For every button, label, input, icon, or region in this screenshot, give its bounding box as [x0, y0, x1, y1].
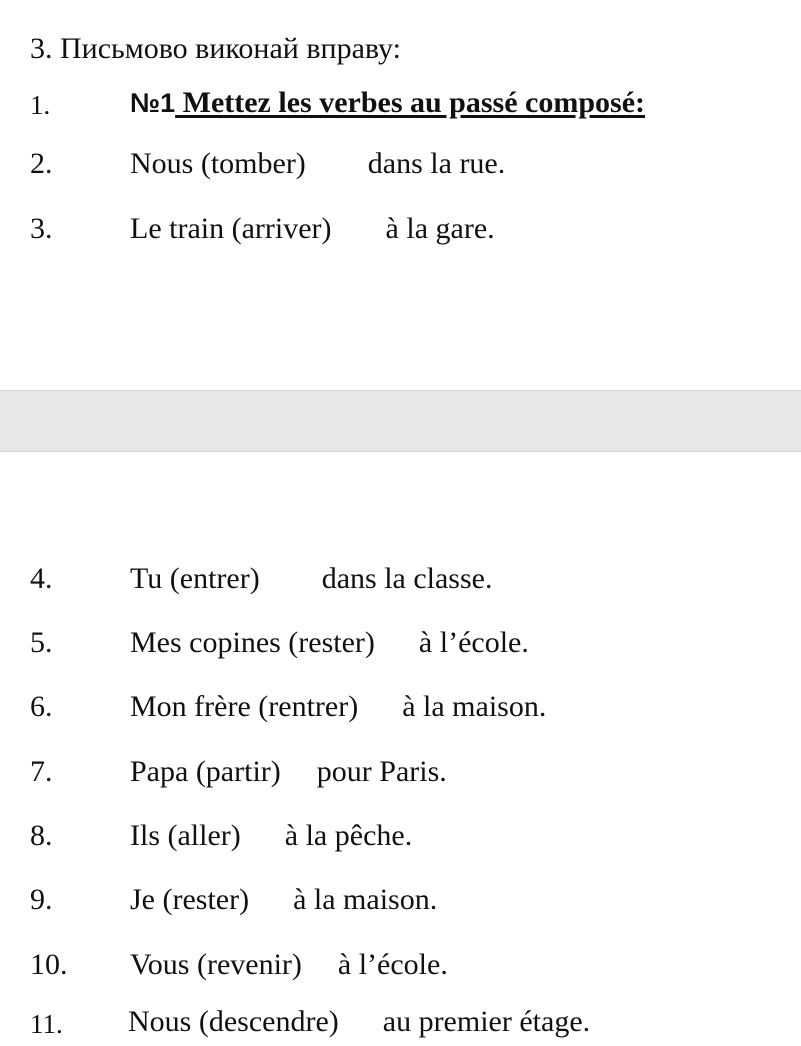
item-subject: Le train (arriver): [130, 212, 332, 245]
list-item: [130, 883, 437, 917]
item-complement: au premier étage.: [382, 1005, 591, 1038]
list-item: [130, 626, 529, 660]
item-subject: Ils (aller): [130, 819, 241, 852]
item-number: 6.: [30, 690, 53, 723]
item-number: 10.: [30, 948, 68, 981]
exercise-title: [130, 86, 645, 120]
list-item: [130, 212, 495, 246]
document-page-bottom: [0, 452, 801, 1046]
item-complement: à l’école.: [418, 626, 529, 659]
item-number: 7.: [30, 755, 53, 788]
list-item: [128, 1005, 590, 1039]
list-item: [130, 562, 492, 596]
item-subject: Tu (entrer): [130, 562, 260, 595]
item-complement: à la pêche.: [284, 819, 413, 852]
item-number: 1.: [30, 90, 51, 120]
exercise-number: №1: [130, 88, 176, 118]
list-item: [130, 819, 412, 853]
item-number: 4.: [30, 562, 53, 595]
item-subject: Mon frère (rentrer): [130, 690, 359, 723]
item-complement: dans la rue.: [367, 147, 506, 180]
document-page-top: [0, 0, 801, 390]
item-subject: Nous (tomber): [130, 147, 306, 180]
item-complement: à la maison.: [402, 690, 547, 723]
item-number: 5.: [30, 626, 53, 659]
exercise-title-text: Mettez les verbes au passé composé:: [175, 86, 646, 119]
item-number: 3.: [30, 212, 53, 245]
item-complement: pour Paris.: [316, 755, 447, 788]
item-complement: à l’école.: [337, 948, 448, 981]
item-complement: dans la classe.: [321, 562, 493, 595]
item-number: 9.: [30, 883, 53, 916]
list-item: [130, 690, 546, 724]
item-subject: Papa (partir): [130, 755, 281, 788]
item-number: 8.: [30, 819, 53, 852]
item-subject: Je (rester): [130, 883, 250, 916]
page-separator: [0, 390, 801, 452]
list-item: [130, 948, 448, 982]
item-subject: Nous (descendre): [128, 1005, 339, 1038]
item-number: 11.: [30, 1009, 63, 1039]
list-item: [130, 755, 447, 789]
list-item: [130, 147, 505, 181]
item-subject: Mes copines (rester): [130, 626, 375, 659]
item-complement: à la gare.: [385, 212, 495, 245]
item-number: 2.: [30, 147, 53, 180]
instruction-heading: 3. Письмово виконай вправу:: [30, 32, 401, 65]
item-complement: à la maison.: [293, 883, 438, 916]
item-subject: Vous (revenir): [130, 948, 302, 981]
